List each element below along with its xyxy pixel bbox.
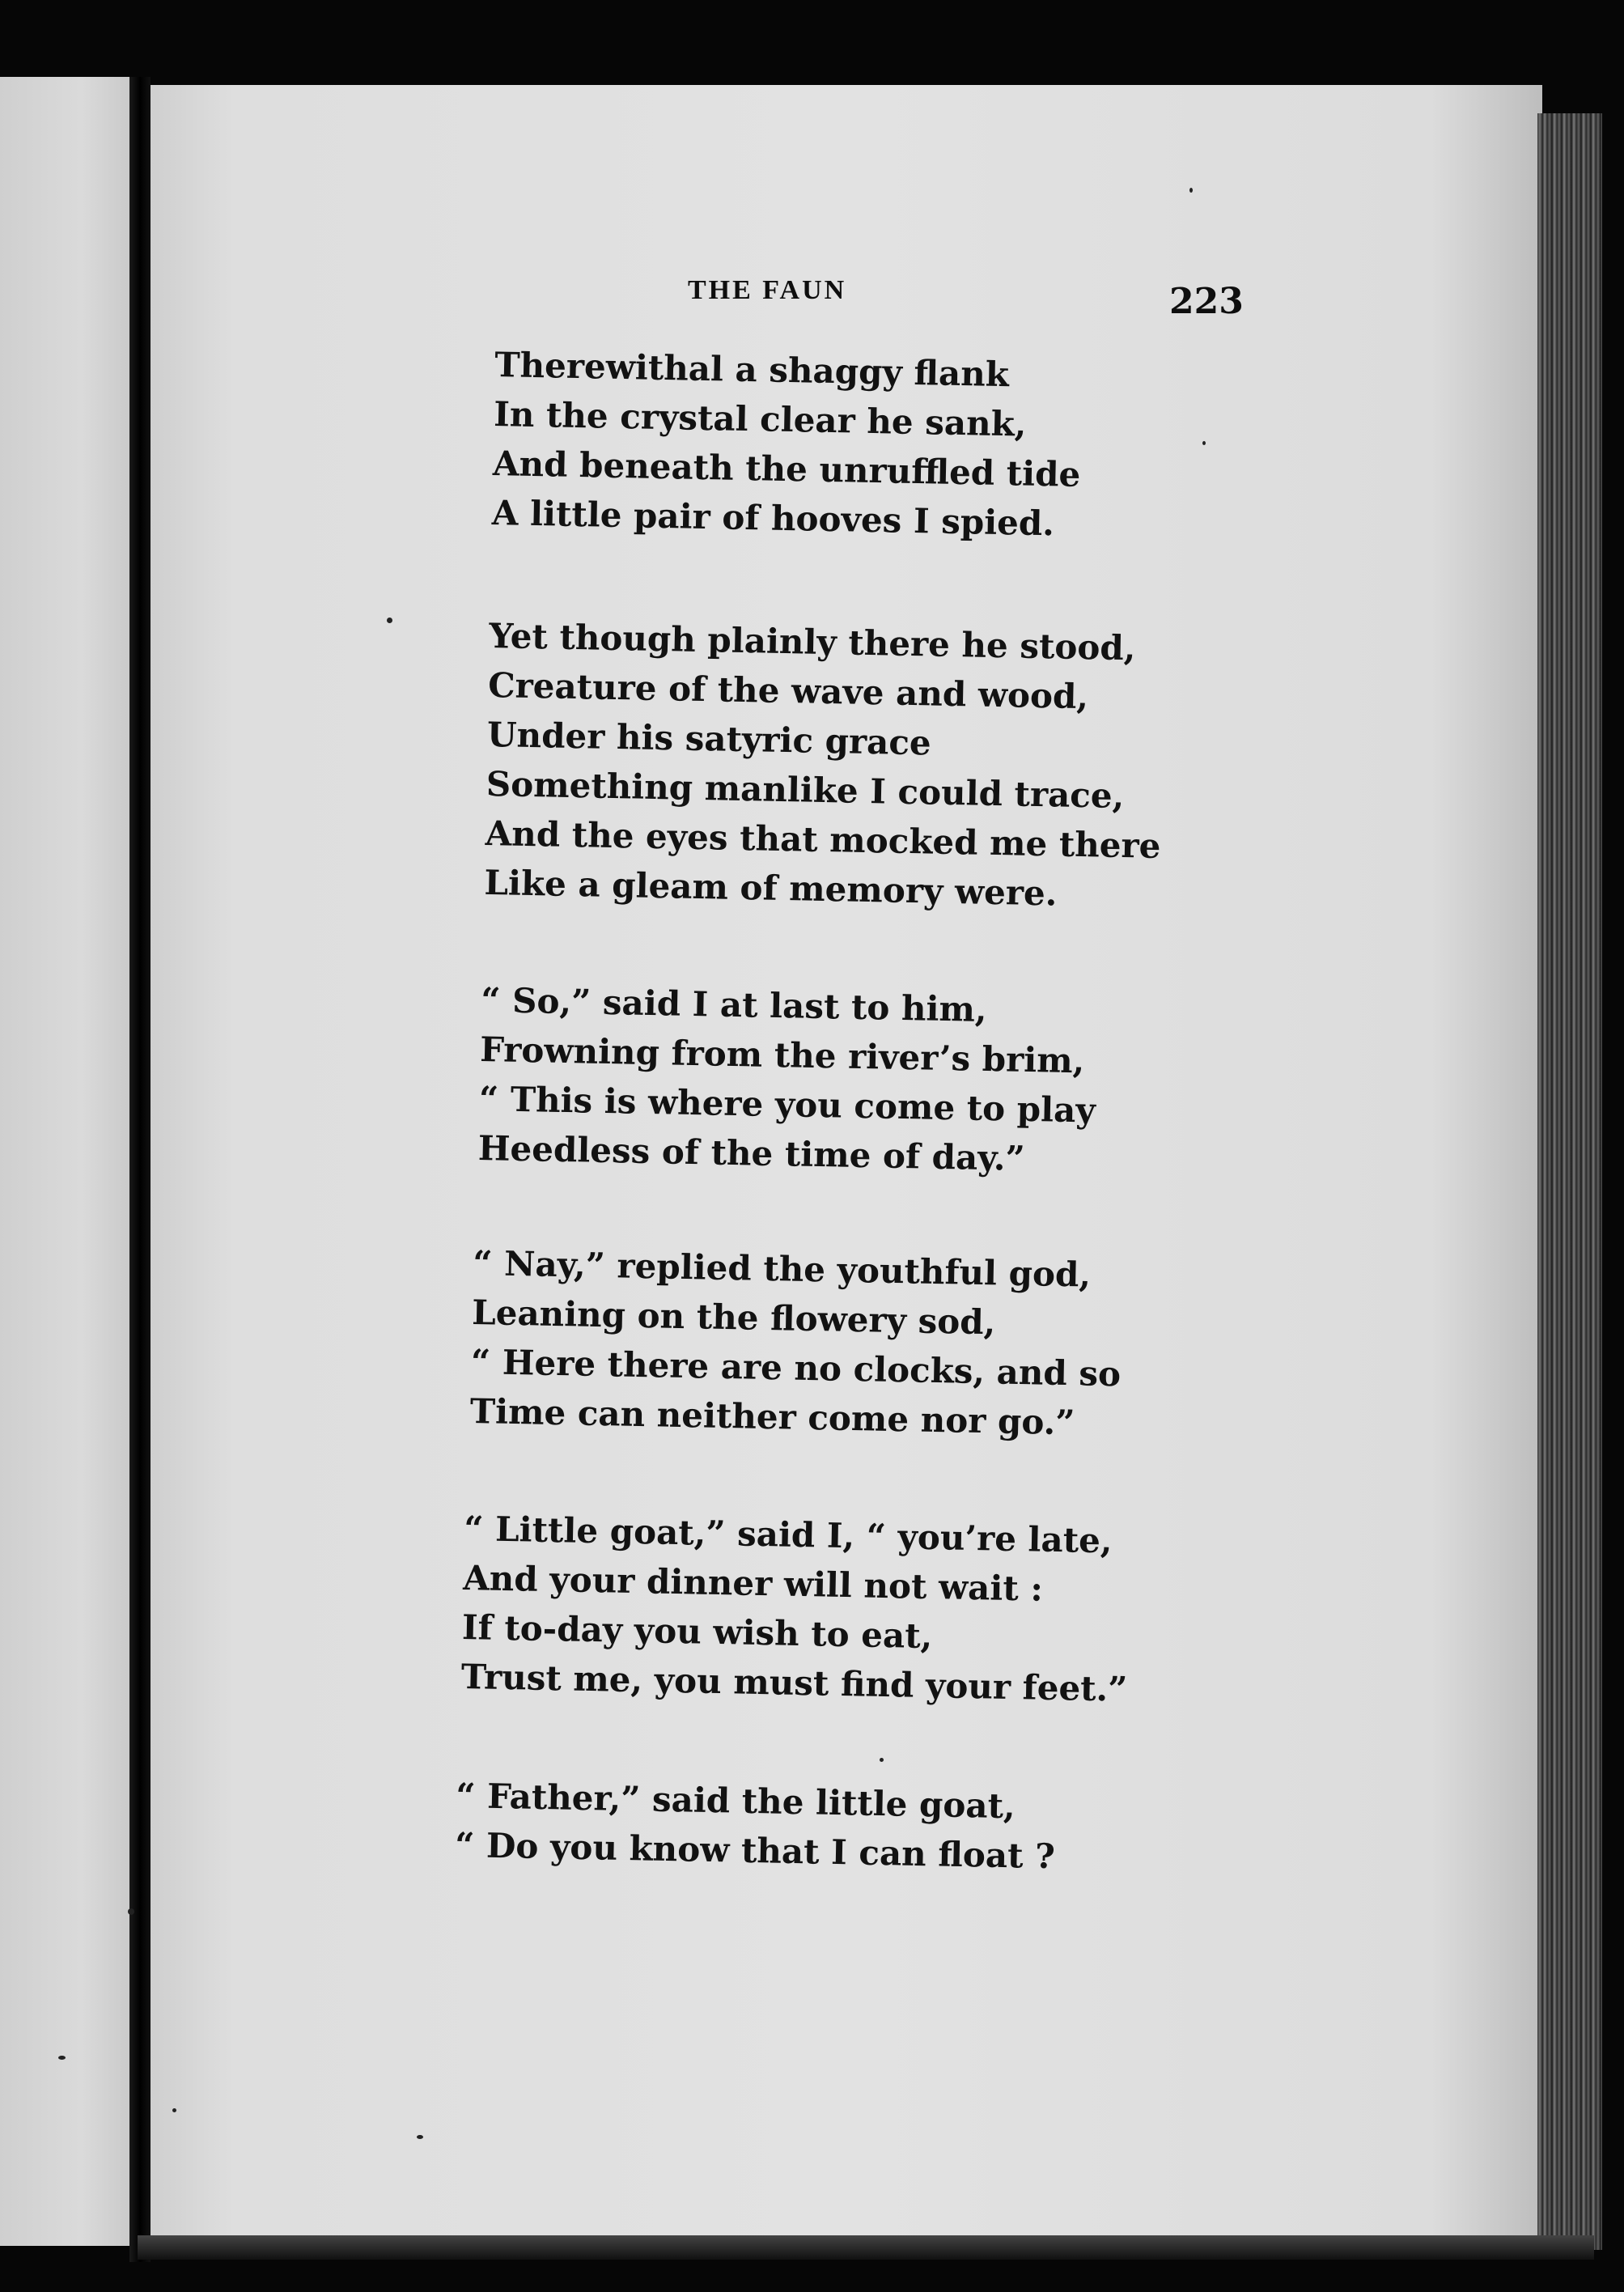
poem-line: Like a gleam of memory were. <box>484 862 1058 914</box>
poem-line: “ Nay,” replied the youthful god, <box>472 1242 1092 1295</box>
scan-speck <box>1189 188 1193 193</box>
poem-line: Creature of the wave and wood, <box>487 664 1089 717</box>
poem-line: “ Do you know that I can float ? <box>454 1824 1056 1877</box>
poem-line: Heedless of the time of day.” <box>477 1127 1026 1178</box>
poem-line: Leaning on the flowery sod, <box>471 1292 996 1343</box>
poem-line: “ Father,” said the little goat, <box>455 1775 1016 1827</box>
scan-speck <box>387 618 392 623</box>
stanza <box>469 1238 1123 1448</box>
scan-speck <box>128 1908 134 1915</box>
poem-line: And your dinner will not wait : <box>462 1557 1044 1609</box>
stanza <box>460 1504 1130 1714</box>
poem-line: Therewithal a shaggy flank <box>494 344 1010 395</box>
stanza <box>491 340 1083 549</box>
poem-line: And beneath the unruffled tide <box>492 443 1081 494</box>
poem-line: Trust me, you must find your feet.” <box>460 1656 1128 1709</box>
poem-line: Time can neither come nor go.” <box>469 1390 1075 1443</box>
poem-line: Frowning from the river’s brim, <box>479 1029 1085 1081</box>
stanza <box>484 611 1165 920</box>
poem-line: “ So,” said I at last to him, <box>480 979 988 1029</box>
poem-line: “ Here there are no clocks, and so <box>470 1341 1122 1394</box>
poem-line: Something manlike I could trace, <box>486 763 1125 817</box>
stanza <box>455 1771 1057 1881</box>
poem-line: Under his satyric grace <box>486 714 932 763</box>
scan-speck <box>880 1758 884 1762</box>
poem-line: Yet though plainly there he stood, <box>488 615 1136 668</box>
poem-line: In the crystal clear he sank, <box>493 393 1027 444</box>
poem-line: If to-day you wish to eat, <box>461 1607 933 1657</box>
page-number: 223 <box>1169 281 1244 322</box>
scan-speck <box>417 2135 423 2139</box>
scan-speck <box>172 2108 176 2112</box>
scan-speck <box>58 2056 66 2060</box>
poem-line: “ Little goat,” said I, “ you’re late, <box>463 1508 1113 1561</box>
poem-line: “ This is where you come to play <box>478 1078 1096 1131</box>
running-head: THE FAUN <box>688 275 847 305</box>
poem-line: A little pair of hooves I spied. <box>491 492 1055 544</box>
poem-line: And the eyes that mocked me there <box>485 813 1161 866</box>
scan-speck <box>1202 441 1206 445</box>
stanza <box>477 975 1097 1185</box>
